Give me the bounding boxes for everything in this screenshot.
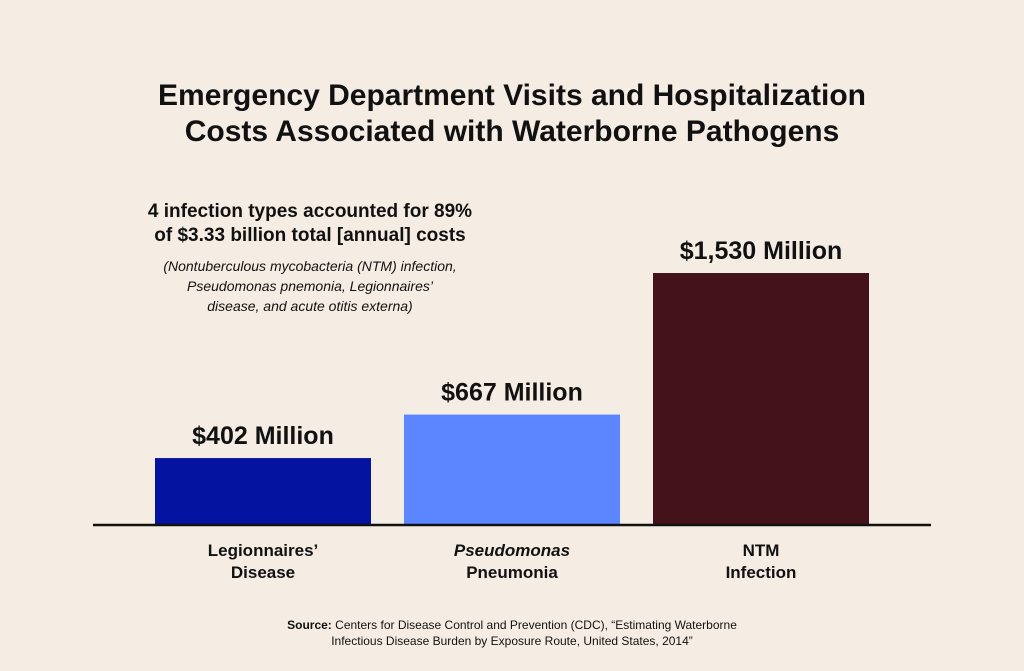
chart-title-line: Emergency Department Visits and Hospitalization <box>158 79 866 112</box>
category-label-line: Disease <box>230 563 296 582</box>
callout-headline-line: 4 infection types accounted for 89% <box>147 201 473 222</box>
value-label-pseudomonas: $667 Million <box>441 378 583 407</box>
source-line-2: Infectious Disease Burden by Exposure Route, United States, 2014” <box>331 634 693 648</box>
category-label-line: NTM <box>742 541 780 560</box>
callout-detail-line: Pseudomonas pnemonia, Legionnaires’ <box>187 278 433 294</box>
callout-detail-line: disease, and acute otitis externa) <box>207 298 413 314</box>
category-label-ntm <box>651 540 871 584</box>
source-text: Centers for Disease Control and Prevention (CDC), “Estimating Waterborne <box>335 618 737 632</box>
callout-headline-line: of $3.33 billion total [annual] costs <box>154 225 466 246</box>
source-label: Source: <box>287 618 332 632</box>
bar-pseudomonas <box>404 415 620 524</box>
category-label-line: Pseudomonas <box>453 541 571 560</box>
source-note <box>0 617 1024 649</box>
category-label-line: Pneumonia <box>466 563 558 582</box>
source-line-1 <box>0 617 1024 633</box>
category-label-pseudomonas <box>402 540 622 584</box>
bar-legionnaires <box>155 458 371 524</box>
callout-detail-line: (Nontuberculous mycobacteria (NTM) infection, <box>163 258 457 274</box>
category-label-line: Legionnaires’ <box>207 541 319 560</box>
value-label-legionnaires: $402 Million <box>192 422 334 451</box>
value-label-ntm: $1,530 Million <box>679 237 843 265</box>
bar-ntm <box>653 273 869 524</box>
chart-title-line: Costs Associated with Waterborne Pathogens <box>184 115 840 148</box>
category-label-legionnaires <box>153 540 373 584</box>
category-label-line: Infection <box>725 563 797 582</box>
